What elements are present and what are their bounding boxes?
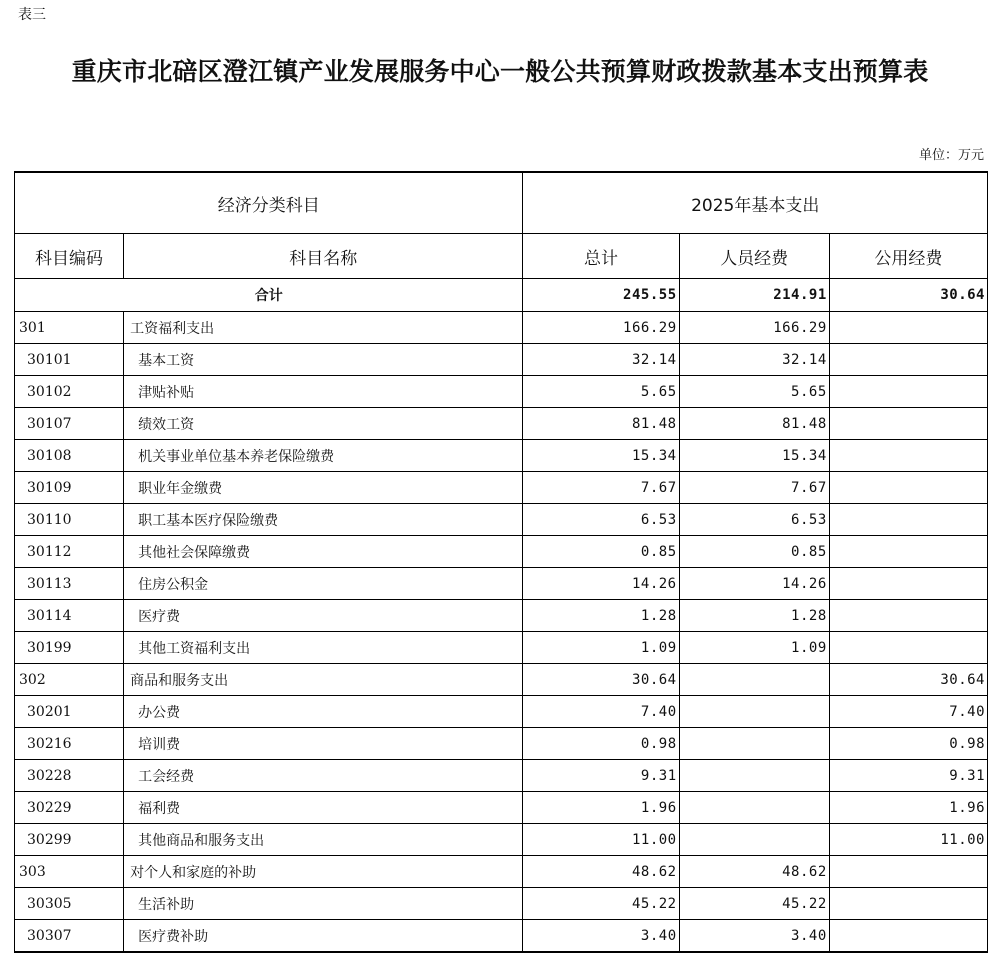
row-code: 30216 xyxy=(15,728,124,760)
row-personnel: 45.22 xyxy=(679,888,829,920)
table-row xyxy=(15,824,988,856)
row-total: 1.96 xyxy=(523,792,679,824)
row-name: 工资福利支出 xyxy=(124,312,523,344)
row-personnel xyxy=(679,664,829,696)
row-code: 303 xyxy=(15,856,124,888)
row-personnel xyxy=(679,792,829,824)
row-code: 30108 xyxy=(15,440,124,472)
row-total: 14.26 xyxy=(523,568,679,600)
row-public: 9.31 xyxy=(829,760,987,792)
row-name: 办公费 xyxy=(124,696,523,728)
budget-table xyxy=(14,171,988,953)
table-row xyxy=(15,888,988,920)
row-name: 绩效工资 xyxy=(124,408,523,440)
row-total: 30.64 xyxy=(523,664,679,696)
row-code: 30201 xyxy=(15,696,124,728)
table-row xyxy=(15,504,988,536)
header-total: 总计 xyxy=(523,234,679,279)
header-name: 科目名称 xyxy=(124,234,523,279)
row-total: 45.22 xyxy=(523,888,679,920)
row-name: 住房公积金 xyxy=(124,568,523,600)
row-public xyxy=(829,568,987,600)
row-total: 6.53 xyxy=(523,504,679,536)
row-public xyxy=(829,504,987,536)
table-row xyxy=(15,760,988,792)
row-code: 30299 xyxy=(15,824,124,856)
total-row xyxy=(15,279,988,312)
row-public xyxy=(829,472,987,504)
row-total: 3.40 xyxy=(523,920,679,953)
row-name: 其他工资福利支出 xyxy=(124,632,523,664)
row-public: 30.64 xyxy=(829,664,987,696)
row-code: 30109 xyxy=(15,472,124,504)
row-public: 0.98 xyxy=(829,728,987,760)
header-personnel: 人员经费 xyxy=(679,234,829,279)
row-name: 其他社会保障缴费 xyxy=(124,536,523,568)
table-row xyxy=(15,696,988,728)
table-row xyxy=(15,728,988,760)
row-code: 30102 xyxy=(15,376,124,408)
row-name: 福利费 xyxy=(124,792,523,824)
row-code: 30113 xyxy=(15,568,124,600)
row-personnel xyxy=(679,696,829,728)
row-total: 0.85 xyxy=(523,536,679,568)
table-row xyxy=(15,312,988,344)
row-total: 5.65 xyxy=(523,376,679,408)
total-public: 30.64 xyxy=(829,279,987,312)
row-name: 机关事业单位基本养老保险缴费 xyxy=(124,440,523,472)
row-total: 1.28 xyxy=(523,600,679,632)
row-total: 9.31 xyxy=(523,760,679,792)
header-econ-class: 经济分类科目 xyxy=(15,172,523,234)
row-total: 7.67 xyxy=(523,472,679,504)
row-public xyxy=(829,632,987,664)
row-total: 7.40 xyxy=(523,696,679,728)
row-public xyxy=(829,600,987,632)
row-code: 30101 xyxy=(15,344,124,376)
row-total: 32.14 xyxy=(523,344,679,376)
total-sum: 245.55 xyxy=(523,279,679,312)
row-personnel: 15.34 xyxy=(679,440,829,472)
row-personnel: 3.40 xyxy=(679,920,829,953)
total-label: 合计 xyxy=(15,279,523,312)
row-public: 7.40 xyxy=(829,696,987,728)
row-code: 302 xyxy=(15,664,124,696)
row-public xyxy=(829,440,987,472)
row-personnel: 48.62 xyxy=(679,856,829,888)
row-name: 商品和服务支出 xyxy=(124,664,523,696)
row-public xyxy=(829,408,987,440)
row-personnel: 7.67 xyxy=(679,472,829,504)
row-personnel: 0.85 xyxy=(679,536,829,568)
row-name: 医疗费 xyxy=(124,600,523,632)
table-row xyxy=(15,664,988,696)
row-total: 15.34 xyxy=(523,440,679,472)
row-code: 30307 xyxy=(15,920,124,953)
row-total: 1.09 xyxy=(523,632,679,664)
row-public xyxy=(829,376,987,408)
table-row xyxy=(15,792,988,824)
table-row xyxy=(15,920,988,953)
row-name: 津贴补贴 xyxy=(124,376,523,408)
row-personnel xyxy=(679,760,829,792)
table-row xyxy=(15,344,988,376)
row-code: 30199 xyxy=(15,632,124,664)
row-code: 301 xyxy=(15,312,124,344)
row-name: 职工基本医疗保险缴费 xyxy=(124,504,523,536)
row-name: 基本工资 xyxy=(124,344,523,376)
row-name: 生活补助 xyxy=(124,888,523,920)
table-row xyxy=(15,568,988,600)
row-personnel xyxy=(679,824,829,856)
table-number: 表三 xyxy=(18,7,46,23)
row-personnel: 1.28 xyxy=(679,600,829,632)
row-name: 其他商品和服务支出 xyxy=(124,824,523,856)
table-row xyxy=(15,856,988,888)
row-public xyxy=(829,888,987,920)
row-personnel: 81.48 xyxy=(679,408,829,440)
row-code: 30229 xyxy=(15,792,124,824)
row-code: 30114 xyxy=(15,600,124,632)
row-total: 81.48 xyxy=(523,408,679,440)
row-personnel: 1.09 xyxy=(679,632,829,664)
row-code: 30107 xyxy=(15,408,124,440)
row-public xyxy=(829,344,987,376)
row-public xyxy=(829,312,987,344)
header-year-basic: 2025年基本支出 xyxy=(523,172,988,234)
table-row xyxy=(15,632,988,664)
header-row-group xyxy=(15,172,988,234)
header-public: 公用经费 xyxy=(829,234,987,279)
header-code: 科目编码 xyxy=(15,234,124,279)
row-personnel xyxy=(679,728,829,760)
row-total: 48.62 xyxy=(523,856,679,888)
row-name: 医疗费补助 xyxy=(124,920,523,953)
row-personnel: 6.53 xyxy=(679,504,829,536)
table-row xyxy=(15,600,988,632)
row-total: 166.29 xyxy=(523,312,679,344)
row-code: 30112 xyxy=(15,536,124,568)
header-row-columns xyxy=(15,234,988,279)
table-row xyxy=(15,536,988,568)
row-name: 对个人和家庭的补助 xyxy=(124,856,523,888)
row-public xyxy=(829,856,987,888)
table-row xyxy=(15,472,988,504)
table-row xyxy=(15,440,988,472)
table-row xyxy=(15,376,988,408)
row-personnel: 32.14 xyxy=(679,344,829,376)
row-total: 11.00 xyxy=(523,824,679,856)
row-public xyxy=(829,920,987,953)
row-name: 工会经费 xyxy=(124,760,523,792)
row-personnel: 166.29 xyxy=(679,312,829,344)
row-name: 职业年金缴费 xyxy=(124,472,523,504)
row-public: 1.96 xyxy=(829,792,987,824)
row-code: 30110 xyxy=(15,504,124,536)
total-personnel: 214.91 xyxy=(679,279,829,312)
row-public xyxy=(829,536,987,568)
row-public: 11.00 xyxy=(829,824,987,856)
page-title: 重庆市北碚区澄江镇产业发展服务中心一般公共预算财政拨款基本支出预算表 xyxy=(71,57,929,86)
row-total: 0.98 xyxy=(523,728,679,760)
table-row xyxy=(15,408,988,440)
row-code: 30228 xyxy=(15,760,124,792)
row-code: 30305 xyxy=(15,888,124,920)
unit-label: 单位：万元 xyxy=(918,148,984,163)
row-personnel: 5.65 xyxy=(679,376,829,408)
row-personnel: 14.26 xyxy=(679,568,829,600)
row-name: 培训费 xyxy=(124,728,523,760)
